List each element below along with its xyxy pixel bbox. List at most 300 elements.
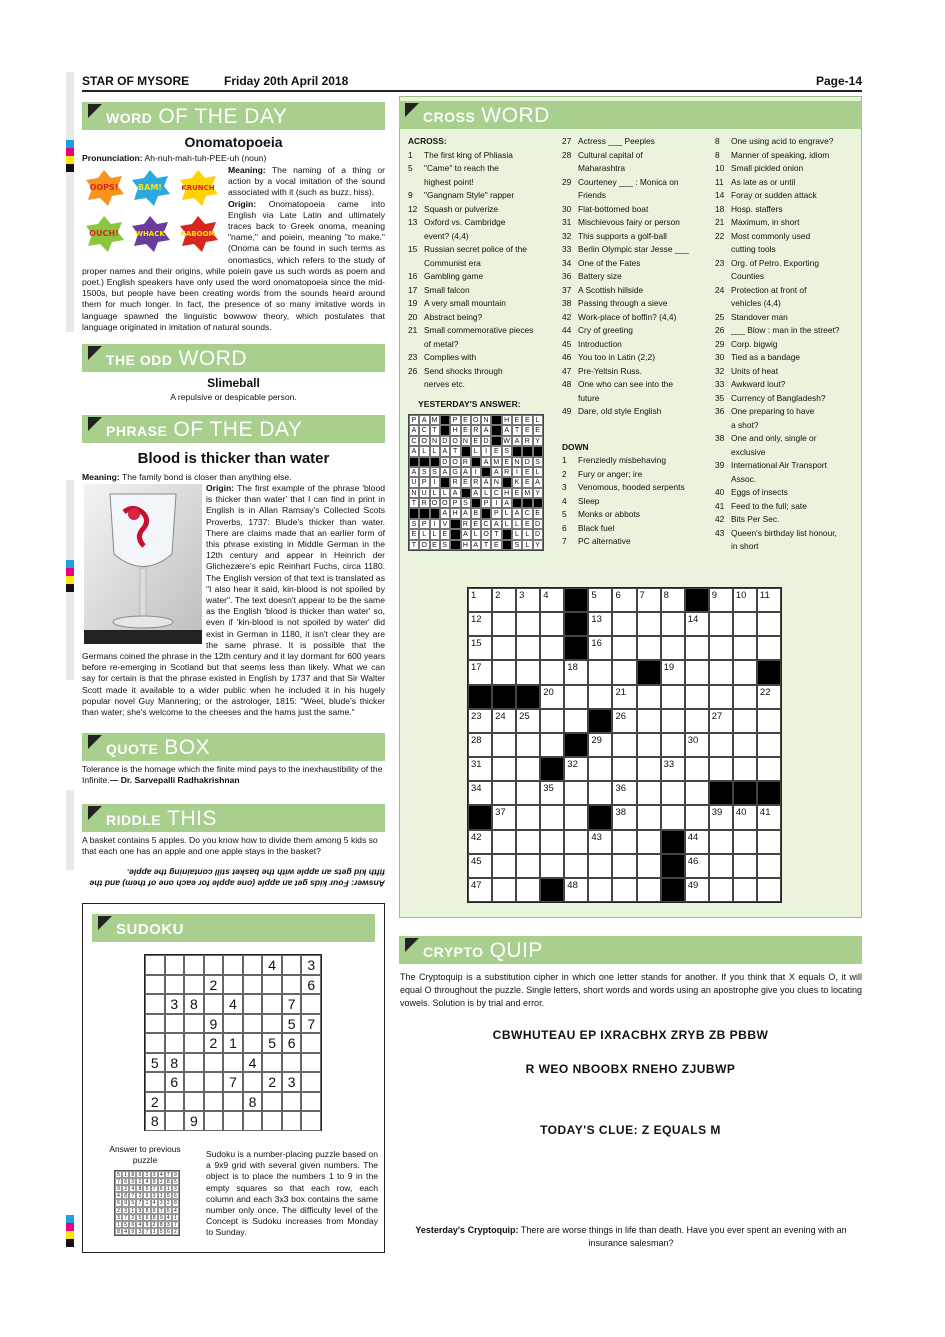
sudoku-cell[interactable] bbox=[184, 955, 204, 975]
sudoku-cell[interactable] bbox=[223, 975, 243, 995]
answer-cell: H bbox=[450, 508, 460, 518]
crossword-cell bbox=[685, 805, 709, 829]
sudoku-cell[interactable] bbox=[165, 975, 185, 995]
clue-row bbox=[562, 378, 712, 392]
clue-row bbox=[715, 527, 860, 541]
sudoku-cell[interactable] bbox=[301, 1072, 321, 1092]
clue-row bbox=[562, 149, 712, 163]
sudoku-cell: 2 bbox=[145, 1092, 165, 1112]
black-cell bbox=[533, 446, 543, 456]
clue-number: 15 bbox=[408, 244, 418, 254]
clue-text: "Came" to reach the bbox=[424, 163, 499, 173]
answer-cell: M bbox=[493, 458, 500, 466]
sudoku-cell[interactable] bbox=[262, 1092, 282, 1112]
sudoku-cell[interactable] bbox=[223, 955, 243, 975]
crop-mark-yellow bbox=[66, 156, 74, 164]
crossword-cell: 48 bbox=[564, 878, 588, 902]
answer-cell: E bbox=[502, 457, 512, 467]
clue-text: Protection at front of bbox=[731, 284, 807, 295]
black-cell bbox=[430, 508, 440, 518]
sudoku-cell[interactable] bbox=[165, 1014, 185, 1034]
sudoku-cell[interactable] bbox=[243, 975, 263, 995]
sudoku-cell[interactable] bbox=[204, 1092, 224, 1112]
clue-number bbox=[408, 230, 424, 244]
crossword-cell bbox=[588, 854, 612, 878]
sudoku-cell: 6 bbox=[282, 1033, 302, 1053]
sudoku-answer-cell: 9 bbox=[129, 1228, 136, 1235]
clue-row bbox=[408, 365, 558, 379]
crossword-cell bbox=[637, 636, 661, 660]
clue-number: 12 bbox=[408, 203, 418, 214]
sudoku-answer-cell: 7 bbox=[172, 1221, 179, 1228]
black-cell bbox=[419, 508, 429, 518]
answer-cell: R bbox=[461, 519, 471, 529]
clue-number bbox=[715, 540, 731, 554]
answer-cell: L bbox=[471, 529, 481, 539]
sudoku-cell[interactable] bbox=[262, 1014, 282, 1034]
clue-row bbox=[562, 522, 712, 536]
clue-row bbox=[715, 203, 860, 217]
answer-cell: A bbox=[409, 446, 419, 456]
clue-row bbox=[715, 405, 860, 419]
black-cell bbox=[661, 854, 685, 878]
clue-row bbox=[408, 243, 558, 257]
black-cell bbox=[502, 477, 512, 487]
black-cell bbox=[757, 781, 781, 805]
crossword-cell bbox=[516, 781, 540, 805]
quote-header: QUOTE BOX bbox=[82, 733, 385, 761]
crossword-cell: 28 bbox=[468, 733, 492, 757]
crossword-cell bbox=[564, 709, 588, 733]
clue-number bbox=[715, 446, 731, 460]
sudoku-answer-cell: 1 bbox=[129, 1207, 136, 1214]
clue-text: Hosp. staffers bbox=[731, 203, 783, 214]
clue-text: Org. of Petro. Exporting bbox=[731, 257, 819, 268]
sudoku-cell: 3 bbox=[282, 1072, 302, 1092]
crossword-cell: 18 bbox=[564, 660, 588, 684]
sudoku-cell[interactable] bbox=[165, 1033, 185, 1053]
sudoku-cell[interactable] bbox=[204, 1111, 224, 1131]
sudoku-answer-cell: 1 bbox=[136, 1178, 143, 1185]
clue-text: future bbox=[578, 392, 600, 403]
black-cell bbox=[440, 477, 450, 487]
crossword-cell bbox=[685, 757, 709, 781]
answer-cell: A bbox=[491, 467, 501, 477]
sudoku-cell[interactable] bbox=[145, 955, 165, 975]
crossword-cell bbox=[637, 612, 661, 636]
sudoku-cell[interactable] bbox=[243, 1072, 263, 1092]
sudoku-cell[interactable] bbox=[204, 1072, 224, 1092]
crossword-cell bbox=[661, 781, 685, 805]
crossword-cell bbox=[516, 733, 540, 757]
crop-mark-cyan bbox=[66, 140, 74, 148]
answer-cell: U bbox=[409, 477, 419, 487]
crossword-cell bbox=[492, 854, 516, 878]
sudoku-cell[interactable] bbox=[145, 994, 165, 1014]
sudoku-answer-cell: 2 bbox=[115, 1207, 122, 1214]
sudoku-grid bbox=[144, 954, 322, 1131]
clue-number: 26 bbox=[408, 365, 418, 376]
crossword-cell bbox=[637, 757, 661, 781]
answer-cell: E bbox=[522, 415, 532, 425]
clue-row bbox=[715, 270, 860, 284]
sudoku-cell[interactable] bbox=[301, 994, 321, 1014]
sudoku-answer-cell: 4 bbox=[172, 1207, 179, 1214]
sudoku-cell: 2 bbox=[204, 1033, 224, 1053]
burst-4: OUCH! bbox=[89, 229, 119, 238]
sudoku-cell[interactable] bbox=[184, 975, 204, 995]
cryptoquip-clue: TODAY'S CLUE: Z EQUALS M bbox=[540, 1123, 721, 1137]
clue-text: Currency of Bangladesh? bbox=[731, 392, 826, 403]
black-cell bbox=[491, 436, 501, 446]
answer-cell: A bbox=[533, 477, 543, 487]
clue-text: Maharashtra bbox=[578, 163, 626, 173]
sudoku-header: SUDOKU bbox=[92, 914, 375, 942]
sudoku-cell[interactable] bbox=[145, 1014, 165, 1034]
answer-cell: A bbox=[471, 540, 481, 550]
phrase-meaning: Meaning: The family bond is closer than anything else. bbox=[82, 472, 292, 482]
crossword-cell bbox=[757, 757, 781, 781]
sudoku-cell[interactable] bbox=[223, 1111, 243, 1131]
sudoku-answer-cell: 4 bbox=[136, 1221, 143, 1228]
clue-row bbox=[408, 149, 558, 163]
sudoku-answer-cell: 5 bbox=[122, 1221, 129, 1228]
clue-number: 37 bbox=[562, 284, 572, 295]
clue-text: One and only, single or bbox=[731, 433, 817, 443]
clue-text: Work-place of boffin? (4,4) bbox=[578, 311, 677, 322]
sudoku-answer-cell: 4 bbox=[143, 1178, 150, 1185]
sudoku-cell[interactable] bbox=[282, 1111, 302, 1131]
crossword-cell bbox=[516, 830, 540, 854]
clue-number: 24 bbox=[715, 284, 725, 295]
sudoku-answer-cell: 3 bbox=[172, 1185, 179, 1192]
answer-cell: E bbox=[522, 477, 532, 487]
clue-row bbox=[715, 446, 860, 460]
sudoku-cell[interactable] bbox=[301, 1033, 321, 1053]
answer-cell: I bbox=[491, 498, 501, 508]
answer-cell: A bbox=[512, 508, 522, 518]
crossword-cell bbox=[516, 805, 540, 829]
clue-row bbox=[562, 392, 712, 406]
sudoku-cell[interactable] bbox=[243, 1014, 263, 1034]
answer-cell: T bbox=[409, 498, 419, 508]
black-cell bbox=[409, 457, 419, 467]
sudoku-answer-cell: 3 bbox=[136, 1228, 143, 1235]
sudoku-cell[interactable] bbox=[301, 1111, 321, 1131]
sudoku-answer-cell: 9 bbox=[151, 1178, 158, 1185]
clue-row bbox=[408, 230, 558, 244]
sudoku-cell[interactable] bbox=[262, 1111, 282, 1131]
crossword-cell bbox=[709, 636, 733, 660]
black-cell bbox=[661, 830, 685, 854]
sudoku-answer-cell: 7 bbox=[122, 1214, 129, 1221]
burst-2: BAM! bbox=[138, 183, 162, 192]
clue-row bbox=[408, 270, 558, 284]
clue-text: Standover man bbox=[731, 311, 788, 322]
clue-number: 10 bbox=[715, 163, 725, 173]
clue-number: 30 bbox=[562, 203, 572, 214]
crossword-cell: 47 bbox=[468, 878, 492, 902]
sudoku-cell: 8 bbox=[165, 1053, 185, 1073]
sudoku-cell[interactable] bbox=[262, 994, 282, 1014]
black-cell bbox=[440, 425, 450, 435]
sudoku-answer-cell: 1 bbox=[122, 1171, 129, 1178]
sudoku-cell[interactable] bbox=[243, 994, 263, 1014]
sudoku-cell[interactable] bbox=[223, 1092, 243, 1112]
crossword-cell bbox=[540, 636, 564, 660]
answer-cell: P bbox=[450, 415, 460, 425]
sudoku-description: Sudoku is a number-placing puzzle based on a 9x9 grid with several given numbers. The object is to place the numbers 1 to 9 in the empty squares so that each row, each column and each 3x3 box contains the same number only once. The difficulty level of the Concept is Sudoku increases from Monday to Sunday. bbox=[206, 1149, 378, 1238]
sudoku-answer-cell: 6 bbox=[165, 1228, 172, 1235]
crossword-cell bbox=[588, 685, 612, 709]
black-cell bbox=[471, 498, 481, 508]
clue-row bbox=[715, 378, 860, 392]
crossword-cell: 20 bbox=[540, 685, 564, 709]
clue-number: 36 bbox=[562, 271, 572, 281]
answer-cell: E bbox=[461, 415, 471, 425]
clue-number: 17 bbox=[408, 284, 418, 295]
answer-cell: A bbox=[409, 425, 419, 435]
sudoku-cell: 7 bbox=[223, 1072, 243, 1092]
clue-number: 14 bbox=[715, 190, 725, 200]
answer-cell: A bbox=[461, 529, 471, 539]
sudoku-cell[interactable] bbox=[165, 1111, 185, 1131]
crossword-cell: 19 bbox=[661, 660, 685, 684]
clue-number: 32 bbox=[715, 365, 725, 376]
sudoku-cell[interactable] bbox=[223, 1014, 243, 1034]
clue-text: Fury or anger; ire bbox=[578, 468, 643, 479]
answer-cell: I bbox=[512, 467, 522, 477]
answer-cell: L bbox=[430, 446, 440, 456]
answer-cell: M bbox=[524, 489, 531, 497]
crossword-cell: 13 bbox=[588, 612, 612, 636]
clue-text: One preparing to have bbox=[731, 406, 815, 416]
answer-cell: C bbox=[409, 436, 419, 446]
crossword-cell bbox=[492, 878, 516, 902]
crossword-cell bbox=[612, 636, 636, 660]
clue-row bbox=[562, 468, 712, 482]
crossword-cell bbox=[612, 612, 636, 636]
crossword-cell: 42 bbox=[468, 830, 492, 854]
clue-row bbox=[408, 338, 558, 352]
clue-text: Passing through a sieve bbox=[578, 298, 668, 308]
clue-row bbox=[715, 419, 860, 433]
crossword-cell bbox=[564, 685, 588, 709]
cryptoquip-line-2: R WEO NBOOBX RNEHO ZJUBWP bbox=[525, 1062, 736, 1076]
sudoku-cell[interactable] bbox=[243, 1111, 263, 1131]
crossword-cell: 27 bbox=[709, 709, 733, 733]
clue-text: cutting tools bbox=[731, 244, 776, 254]
crossword-cell bbox=[588, 757, 612, 781]
clue-text: exclusive bbox=[731, 446, 766, 457]
sudoku-answer-cell: 8 bbox=[151, 1214, 158, 1221]
crossword-cell bbox=[540, 805, 564, 829]
answer-cell: U bbox=[419, 488, 429, 498]
across-clues-column-1 bbox=[408, 135, 558, 392]
answer-cell: L bbox=[533, 415, 543, 425]
crossword-cell bbox=[709, 878, 733, 902]
crossword-cell bbox=[709, 612, 733, 636]
sudoku-cell[interactable] bbox=[165, 1092, 185, 1112]
crop-mark-magenta bbox=[66, 148, 74, 156]
sudoku-cell[interactable] bbox=[243, 1033, 263, 1053]
sudoku-cell[interactable] bbox=[184, 1053, 204, 1073]
crossword-cell: 33 bbox=[661, 757, 685, 781]
crossword-cell bbox=[588, 878, 612, 902]
clue-text: Counties bbox=[731, 271, 765, 281]
yesterday-answer-grid bbox=[408, 414, 544, 551]
answer-cell: O bbox=[471, 415, 481, 425]
answer-cell: C bbox=[491, 488, 501, 498]
sudoku-cell[interactable] bbox=[223, 1053, 243, 1073]
clue-row bbox=[408, 162, 558, 176]
black-cell bbox=[588, 709, 612, 733]
sudoku-cell[interactable] bbox=[145, 975, 165, 995]
sudoku-answer-cell: 1 bbox=[158, 1192, 165, 1199]
clue-row bbox=[715, 432, 860, 446]
crossword-cell bbox=[661, 733, 685, 757]
sudoku-cell[interactable] bbox=[204, 955, 224, 975]
crossword-cell: 23 bbox=[468, 709, 492, 733]
clue-text: of metal? bbox=[424, 338, 459, 349]
answer-cell: I bbox=[481, 446, 491, 456]
crossword-cell bbox=[637, 709, 661, 733]
answer-cell: S bbox=[533, 457, 543, 467]
crossword-cell bbox=[709, 685, 733, 709]
crossword-cell bbox=[516, 854, 540, 878]
sudoku-cell[interactable] bbox=[184, 1072, 204, 1092]
crossword-cell bbox=[492, 781, 516, 805]
sudoku-cell[interactable] bbox=[145, 1033, 165, 1053]
sudoku-cell[interactable] bbox=[184, 1014, 204, 1034]
clue-text: a shot? bbox=[731, 419, 759, 430]
crossword-cell bbox=[757, 709, 781, 733]
odd-word-definition: A repulsive or despicable person. bbox=[170, 392, 297, 402]
black-cell bbox=[588, 805, 612, 829]
crossword-cell: 16 bbox=[588, 636, 612, 660]
crossword-cell bbox=[733, 636, 757, 660]
answer-cell: M bbox=[431, 417, 438, 424]
clue-row bbox=[715, 338, 860, 352]
clue-row bbox=[715, 365, 860, 379]
answer-cell: L bbox=[430, 529, 440, 539]
answer-cell: E bbox=[491, 446, 501, 456]
sudoku-cell[interactable] bbox=[184, 1092, 204, 1112]
answer-cell: Y bbox=[533, 540, 543, 550]
black-cell bbox=[637, 660, 661, 684]
crossword-cell: 2 bbox=[492, 588, 516, 612]
riddle-answer-upside-down: Answer: Four kids get an apple (one apple for each one of them) and the fifth kid gets an apple with the basket still containing the apple. bbox=[89, 867, 385, 889]
crossword-cell bbox=[492, 733, 516, 757]
clue-number: 16 bbox=[408, 271, 418, 281]
crossword-cell bbox=[685, 660, 709, 684]
clue-row bbox=[408, 324, 558, 338]
sudoku-cell[interactable] bbox=[184, 1033, 204, 1053]
answer-cell: A bbox=[409, 467, 419, 477]
sudoku-cell[interactable] bbox=[243, 955, 263, 975]
sudoku-cell[interactable] bbox=[262, 1053, 282, 1073]
crop-mark-yellow bbox=[66, 1231, 74, 1239]
sudoku-cell[interactable] bbox=[262, 975, 282, 995]
clue-number: 19 bbox=[408, 298, 418, 308]
sudoku-cell: 8 bbox=[184, 994, 204, 1014]
answer-cell: S bbox=[419, 467, 429, 477]
answer-cell: S bbox=[440, 540, 450, 550]
sudoku-cell[interactable] bbox=[282, 955, 302, 975]
sudoku-cell[interactable] bbox=[145, 1072, 165, 1092]
answer-cell: L bbox=[502, 508, 512, 518]
answer-cell: L bbox=[440, 488, 450, 498]
clue-row bbox=[562, 405, 712, 419]
answer-cell: E bbox=[533, 425, 543, 435]
clue-text: Awkward lout? bbox=[731, 379, 786, 389]
crossword-cell: 45 bbox=[468, 854, 492, 878]
crossword-cell: 32 bbox=[564, 757, 588, 781]
answer-cell: L bbox=[419, 446, 429, 456]
sudoku-answer-cell: 4 bbox=[115, 1192, 122, 1199]
crossword-cell: 6 bbox=[612, 588, 636, 612]
answer-cell: L bbox=[512, 519, 522, 529]
sudoku-previous-label: Answer to previous puzzle bbox=[109, 1144, 181, 1165]
clue-text: event? (4,4) bbox=[424, 230, 469, 241]
crossword-cell bbox=[540, 709, 564, 733]
black-cell bbox=[450, 540, 460, 550]
clue-text: Venomous, hooded serpents bbox=[578, 482, 685, 492]
clue-number: 42 bbox=[562, 311, 572, 322]
sudoku-cell[interactable] bbox=[204, 1053, 224, 1073]
black-cell bbox=[709, 781, 733, 805]
answer-cell: N bbox=[491, 477, 501, 487]
answer-cell: A bbox=[440, 446, 450, 456]
issue-date: Friday 20th April 2018 bbox=[224, 74, 349, 88]
clue-row bbox=[715, 473, 860, 487]
crossword-cell bbox=[757, 878, 781, 902]
cryptoquip-header: CRYPTO QUIP bbox=[399, 936, 862, 964]
sudoku-cell[interactable] bbox=[282, 1053, 302, 1073]
answer-cell: L bbox=[430, 488, 440, 498]
sudoku-cell[interactable] bbox=[282, 1092, 302, 1112]
clue-text: nerves etc. bbox=[424, 379, 465, 389]
sudoku-cell[interactable] bbox=[301, 1053, 321, 1073]
clue-text: Tied as a bandage bbox=[731, 352, 801, 362]
phrase-title: Blood is thicker than water bbox=[137, 450, 330, 467]
clue-row bbox=[562, 176, 712, 190]
sudoku-cell[interactable] bbox=[282, 975, 302, 995]
clue-text: Courteney ___ : Monica on bbox=[578, 176, 679, 187]
word-of-day-header: WORD OF THE DAY bbox=[82, 102, 385, 130]
clue-row bbox=[715, 311, 860, 325]
answer-cell: P bbox=[419, 519, 429, 529]
answer-cell: O bbox=[440, 498, 450, 508]
crossword-cell bbox=[685, 781, 709, 805]
clue-number bbox=[562, 392, 578, 406]
sudoku-cell[interactable] bbox=[204, 994, 224, 1014]
answer-cell: A bbox=[512, 436, 522, 446]
sudoku-cell[interactable] bbox=[165, 955, 185, 975]
sudoku-cell[interactable] bbox=[301, 1092, 321, 1112]
sudoku-answer-cell: 8 bbox=[136, 1185, 143, 1192]
clue-text: You too in Latin (2,2) bbox=[578, 352, 655, 362]
sudoku-answer-cell: 8 bbox=[129, 1171, 136, 1178]
clue-text: Abstract being? bbox=[424, 311, 483, 322]
sudoku-answer-cell: 9 bbox=[143, 1192, 150, 1199]
sudoku-answer-cell: 2 bbox=[172, 1228, 179, 1235]
answer-cell: N bbox=[461, 436, 471, 446]
sudoku-answer-cell: 2 bbox=[165, 1199, 172, 1206]
clue-text: Pre-Yeltsin Russ. bbox=[578, 365, 642, 376]
crossword-cell bbox=[661, 709, 685, 733]
pronunciation: Pronunciation: Ah-nuh-mah-tuh-PEE-uh (noun) bbox=[82, 153, 267, 163]
